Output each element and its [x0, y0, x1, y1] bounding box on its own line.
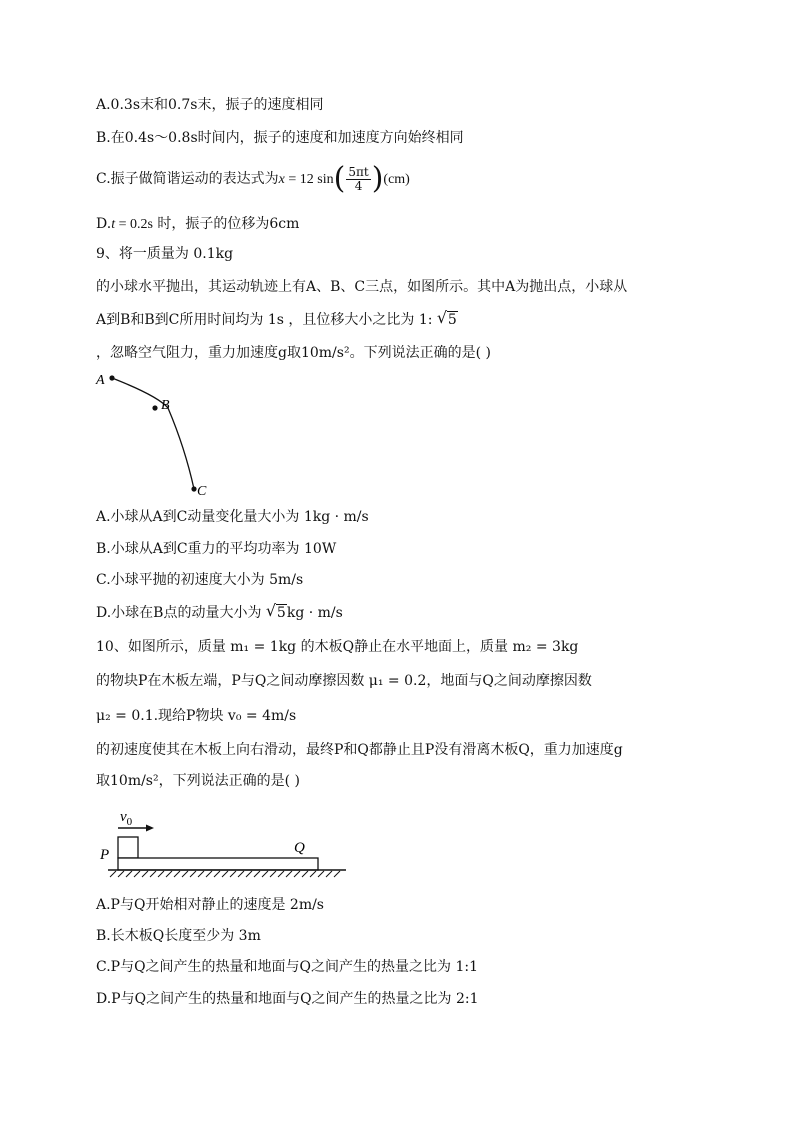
q10-option-d: D.P与Q之间产生的热量和地面与Q之间产生的热量之比为 2:1 [96, 991, 479, 1007]
q10-stem-line2: 的物块P在木板左端，P与Q之间动摩擦因数 μ₁ = 0.2，地面与Q之间动摩擦因数 [96, 673, 592, 689]
point-b [152, 405, 157, 410]
q9-option-a: A.小球从A到C动量变化量大小为 1kg · m/s [96, 509, 369, 525]
q10-stem-line4: 的初速度使其在木板上向右滑动，最终P和Q都静止且P没有滑离木板Q，重力加速度g [96, 742, 623, 758]
q8-option-c-eq: = 12 sin [284, 172, 334, 187]
ground-hatching [110, 871, 340, 877]
label-c: C [197, 484, 207, 499]
q8-option-c: C.振子做简谐运动的表达式为x = 12 sin( $\frac{5\pi t}{4}$ )(cm) [96, 161, 410, 196]
trajectory-curve [112, 378, 194, 489]
q8-option-c-unit: (cm) [383, 172, 410, 187]
label-b: B [161, 398, 170, 413]
q9-option-b: B.小球从A到C重力的平均功率为 10W [96, 541, 337, 557]
velocity-label: $v_0$ [120, 809, 133, 828]
board-q-label: Q [294, 840, 305, 856]
block-p-label: P [100, 847, 110, 863]
q8-option-d-eq: = 0.2s [115, 217, 153, 232]
q8-option-d-var: t [111, 217, 116, 232]
velocity-arrow-head [146, 825, 154, 832]
q9-stem-line2: 的小球水平抛出，其运动轨迹上有A、B、C三点，如图所示。其中A为抛出点，小球从 [96, 279, 628, 295]
q9-sqrt-radicand: 5 [447, 312, 457, 328]
q8-option-b: B.在0.4s～0.8s时间内，振子的速度和加速度方向始终相同 [96, 130, 464, 146]
q10-stem-line3: μ₂ = 0.1.现给P物块 v₀ = 4m/s [96, 708, 297, 724]
q9-option-c: C.小球平抛的初速度大小为 5m/s [96, 572, 304, 588]
q8-fraction-denominator: 4 [354, 178, 363, 193]
q9-sqrt-five: √ 5 [436, 308, 457, 328]
q8-fraction-numerator: 5πt [348, 164, 369, 179]
q9-stem-line3 [96, 310, 458, 330]
q8-option-d [96, 214, 299, 235]
q8-option-a: A.0.3s末和0.7s末，振子的速度相同 [96, 97, 324, 113]
q9-option-d [96, 603, 343, 623]
q9-stem-line3-text: A到B和B到C所用时间均为 1s ，且位移大小之比为 1: [96, 312, 437, 328]
q8-option-d-prefix: D. [96, 216, 112, 232]
q8-option-c-var: x [278, 172, 285, 187]
label-a: A [96, 373, 105, 388]
point-c [191, 486, 196, 491]
q8-option-d-rest: 时，振子的位移为6cm [152, 216, 300, 232]
q10-option-b: B.长木板Q长度至少为 3m [96, 928, 261, 944]
board-q [118, 858, 318, 870]
q8-option-c-fraction [346, 166, 370, 193]
q9-option-d-prefix: D.小球在B点的动量大小为 [96, 605, 266, 621]
q10-option-c: C.P与Q之间产生的热量和地面与Q之间产生的热量之比为 1:1 [96, 959, 479, 975]
q8-option-c-prefix: C.振子做简谐运动的表达式为 [96, 171, 279, 187]
q9-option-d-radicand: 5 [276, 605, 286, 621]
point-a [109, 375, 114, 380]
q9-stem-line4: ，忽略空气阻力，重力加速度g取10m/s²。下列说法正确的是( ) [96, 345, 491, 361]
q9-stem-line1: 9、将一质量为 0.1kg [96, 246, 234, 262]
q10-stem-line5: 取10m/s²，下列说法正确的是( ) [96, 773, 300, 789]
q9-trajectory-figure [90, 366, 220, 500]
q9-option-d-unit: kg · m/s [286, 605, 343, 621]
q10-stem-line1: 10、如图所示，质量 m₁ = 1kg 的木板Q静止在水平地面上，质量 m₂ = 3kg [96, 639, 579, 655]
q9-option-d-sqrt: √ 5 [265, 601, 286, 621]
block-p [118, 837, 138, 858]
q10-board-block-figure [96, 805, 356, 885]
q10-option-a: A.P与Q开始相对静止的速度是 2m/s [96, 897, 324, 913]
